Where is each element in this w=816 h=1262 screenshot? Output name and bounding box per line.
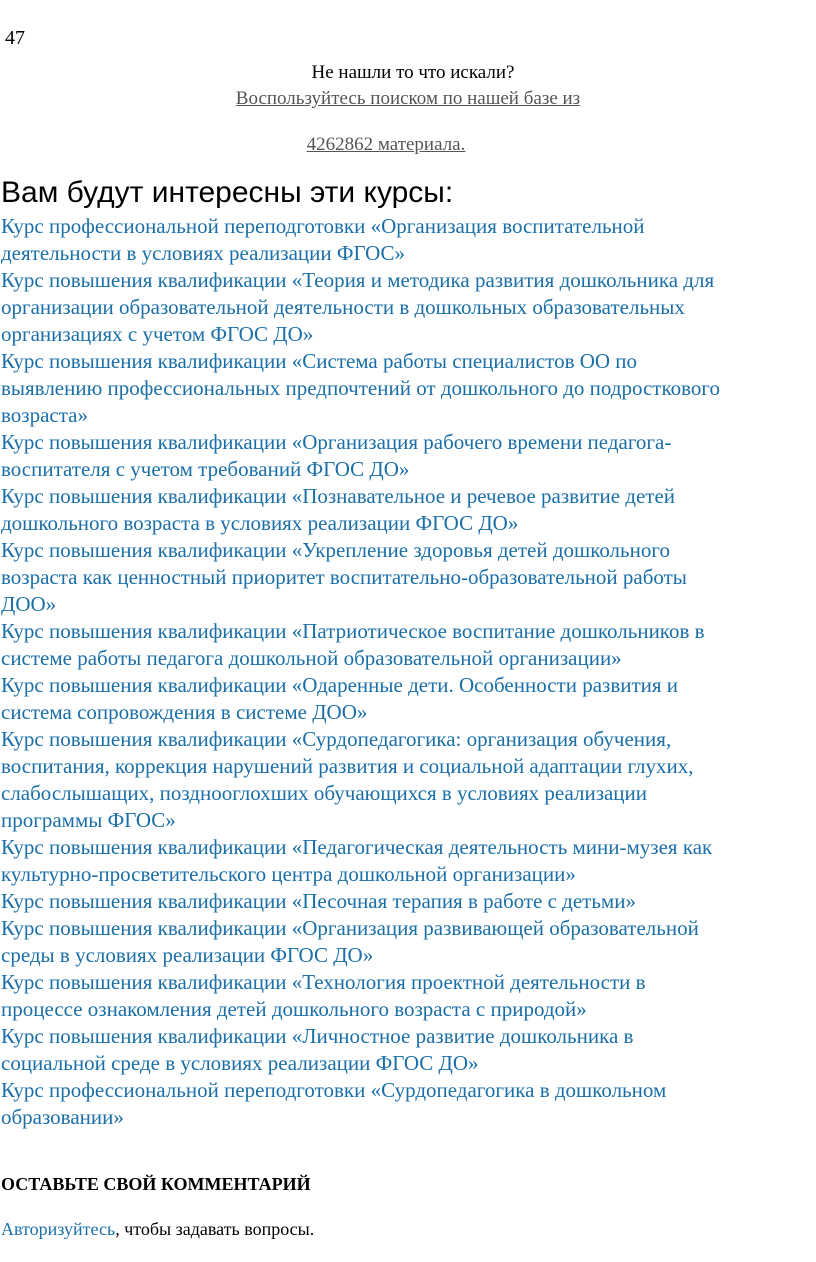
search-link-row-1 (0, 88, 816, 110)
course-link[interactable]: Курс профессиональной переподготовки «Организация воспитательной деятельности в условиях реализации ФГОС» (1, 214, 645, 265)
course-link[interactable]: Курс повышения квалификации «Укрепление здоровья детей дошкольного возраста как ценностный приоритет воспитательно-образовательной работы ДОО» (1, 538, 687, 616)
search-database-link[interactable]: Воспользуйтесь поиском по нашей базе из (235, 88, 581, 109)
course-link[interactable]: Курс повышения квалификации «Песочная терапия в работе с детьми» (1, 889, 636, 913)
course-link[interactable]: Курс повышения квалификации «Сурдопедагогика: организация обучения, воспитания, коррекция нарушений развития и социальной адаптации глухих, слабослышащих, позднооглохших обучающихся в условиях реализации программы ФГОС» (1, 727, 694, 832)
materials-count-link[interactable]: 4262862 материала. (306, 134, 466, 155)
course-link[interactable]: Курс повышения квалификации «Система работы специалистов ОО по выявлению профессиональных предпочтений от дошкольного до подросткового возраста» (1, 349, 720, 427)
login-link[interactable]: Авторизуйтесь (1, 1219, 116, 1239)
search-question: Не нашли то что искали? (311, 62, 515, 83)
course-link[interactable]: Курс повышения квалификации «Технология проектной деятельности в процессе ознакомления детей дошкольного возраста с природой» (1, 970, 646, 1021)
search-link-row-2 (0, 134, 794, 156)
course-link[interactable]: Курс профессиональной переподготовки «Сурдопедагогика в дошкольном образовании» (1, 1078, 667, 1129)
auth-prompt-text: , чтобы задавать вопросы. (115, 1219, 315, 1239)
course-list (1, 213, 816, 1131)
auth-prompt (1, 1219, 314, 1240)
course-link[interactable]: Курс повышения квалификации «Организация развивающей образовательной среды в условиях реализации ФГОС ДО» (1, 916, 699, 967)
course-link[interactable]: Курс повышения квалификации «Педагогическая деятельность мини-музея как культурно-просветительского центра дошкольной организации» (1, 835, 713, 886)
courses-heading: Вам будут интересны эти курсы: (1, 176, 454, 209)
course-link[interactable]: Курс повышения квалификации «Одаренные дети. Особенности развития и система сопровождения в системе ДОО» (1, 673, 679, 724)
course-link[interactable]: Курс повышения квалификации «Познавательное и речевое развитие детей дошкольного возраста в условиях реализации ФГОС ДО» (1, 484, 676, 535)
course-link[interactable]: Курс повышения квалификации «Теория и методика развития дошкольника для организации образовательной деятельности в дошкольных образовательных организациях с учетом ФГОС ДО» (1, 268, 715, 346)
comment-heading: ОСТАВЬТЕ СВОЙ КОММЕНТАРИЙ (1, 1174, 311, 1194)
course-link[interactable]: Курс повышения квалификации «Организация рабочего времени педагога- воспитателя с учетом требований ФГОС ДО» (1, 430, 672, 481)
course-link[interactable]: Курс повышения квалификации «Личностное развитие дошкольника в социальной среде в условиях реализации ФГОС ДО» (1, 1024, 634, 1075)
page-number: 47 (5, 27, 25, 49)
course-link[interactable]: Курс повышения квалификации «Патриотическое воспитание дошкольников в системе работы педагога дошкольной образовательной организации» (1, 619, 705, 670)
